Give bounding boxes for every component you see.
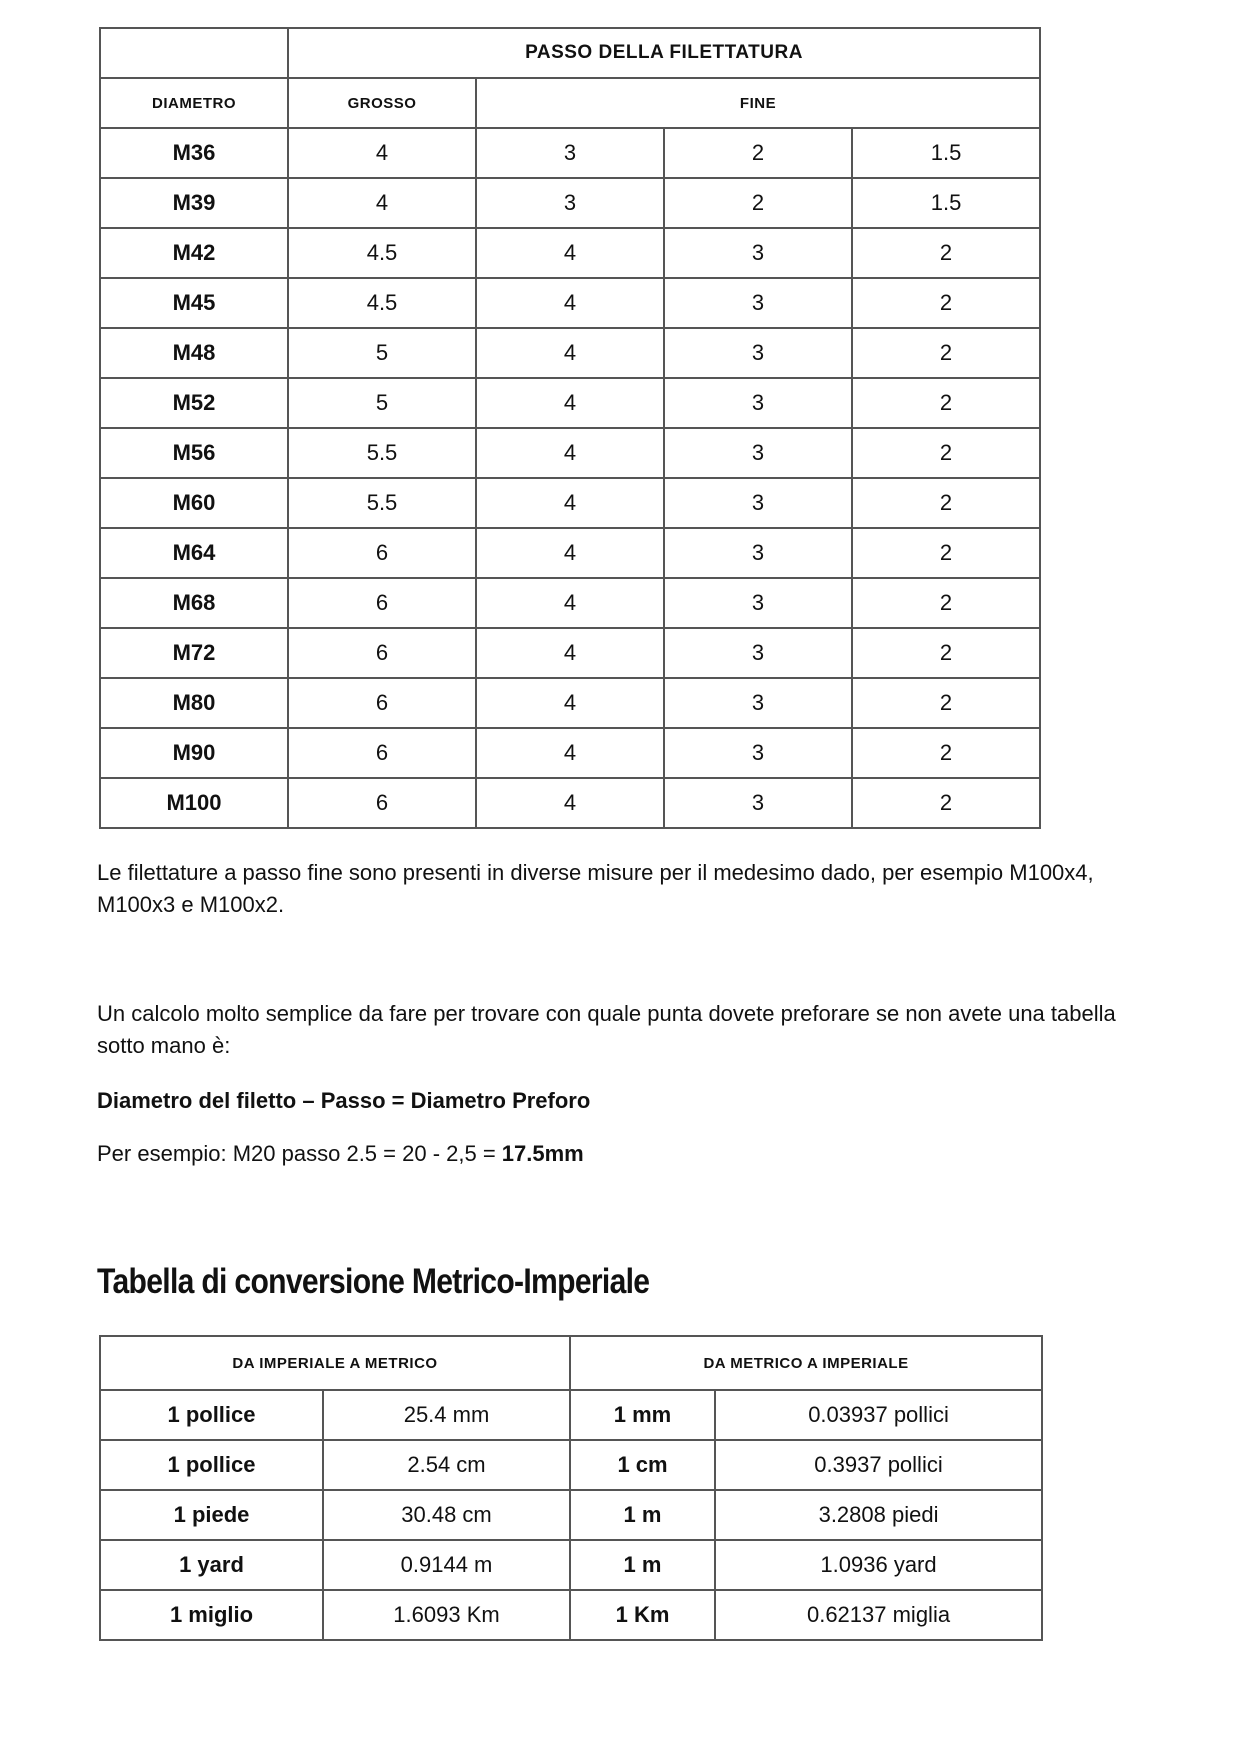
fine-pitch-cell: 4 — [476, 778, 664, 828]
table-row — [100, 478, 1040, 528]
diameter-cell: M64 — [100, 528, 288, 578]
coarse-pitch-cell: 4 — [288, 128, 476, 178]
fine-pitch-cell: 3 — [664, 478, 852, 528]
metric-unit-cell: 1 Km — [570, 1590, 715, 1640]
example-result: 17.5mm — [501, 1141, 584, 1166]
metric-unit-cell: 1 mm — [570, 1390, 715, 1440]
fine-pitch-cell: 2 — [852, 478, 1040, 528]
fine-pitch-cell: 4 — [476, 478, 664, 528]
coarse-pitch-cell: 6 — [288, 778, 476, 828]
coarse-pitch-cell: 4.5 — [288, 278, 476, 328]
table-row — [100, 1440, 1042, 1490]
imperial-unit-cell: 1 miglio — [100, 1590, 323, 1640]
fine-pitch-cell: 1.5 — [852, 178, 1040, 228]
header-diameter: DIAMETRO — [100, 78, 288, 128]
fine-pitch-cell: 4 — [476, 228, 664, 278]
diameter-cell: M68 — [100, 578, 288, 628]
fine-pitch-cell: 2 — [852, 678, 1040, 728]
table-row — [100, 628, 1040, 678]
fine-pitch-cell: 2 — [852, 328, 1040, 378]
diameter-cell: M36 — [100, 128, 288, 178]
fine-pitch-cell: 2 — [852, 278, 1040, 328]
coarse-pitch-cell: 5.5 — [288, 428, 476, 478]
fine-pitch-cell: 2 — [852, 378, 1040, 428]
fine-pitch-cell: 4 — [476, 328, 664, 378]
example-prefix: Per esempio: M20 passo 2.5 = 20 - 2,5 = — [97, 1141, 502, 1166]
conversion-header-row — [100, 1336, 1042, 1390]
header-coarse: GROSSO — [288, 78, 476, 128]
metric-unit-cell: 1 m — [570, 1490, 715, 1540]
header-metric-to-imperial: DA METRICO A IMPERIALE — [570, 1336, 1042, 1390]
diameter-cell: M100 — [100, 778, 288, 828]
diameter-cell: M39 — [100, 178, 288, 228]
coarse-pitch-cell: 6 — [288, 528, 476, 578]
fine-pitch-cell: 4 — [476, 728, 664, 778]
fine-pitch-cell: 3 — [664, 728, 852, 778]
table-row — [100, 328, 1040, 378]
metric-value-cell: 25.4 mm — [323, 1390, 570, 1440]
metric-unit-cell: 1 m — [570, 1540, 715, 1590]
coarse-pitch-cell: 6 — [288, 678, 476, 728]
imperial-value-cell: 0.62137 miglia — [715, 1590, 1042, 1640]
diameter-cell: M80 — [100, 678, 288, 728]
header-pitch: PASSO DELLA FILETTATURA — [288, 28, 1040, 78]
metric-value-cell: 1.6093 Km — [323, 1590, 570, 1640]
table-row — [100, 1540, 1042, 1590]
formula-text: Diametro del filetto – Passo = Diametro Preforo — [97, 1088, 591, 1113]
fine-pitch-cell: 3 — [664, 228, 852, 278]
fine-pitch-cell: 3 — [476, 128, 664, 178]
table-row — [100, 1390, 1042, 1440]
diameter-cell: M52 — [100, 378, 288, 428]
table-row — [100, 678, 1040, 728]
diameter-cell: M45 — [100, 278, 288, 328]
imperial-unit-cell: 1 pollice — [100, 1440, 323, 1490]
coarse-pitch-cell: 6 — [288, 628, 476, 678]
metric-value-cell: 0.9144 m — [323, 1540, 570, 1590]
table-row — [100, 528, 1040, 578]
paragraph-fine-thread: Le filettature a passo fine sono presenti in diverse misure per il medesimo dado, per esempio M100x4, M100x3 e M100x2. — [97, 860, 1094, 917]
fine-pitch-cell: 4 — [476, 278, 664, 328]
thread-table-body — [100, 128, 1040, 828]
fine-pitch-cell: 4 — [476, 428, 664, 478]
coarse-pitch-cell: 6 — [288, 578, 476, 628]
diameter-cell: M60 — [100, 478, 288, 528]
fine-pitch-cell: 2 — [852, 578, 1040, 628]
table-row — [100, 728, 1040, 778]
coarse-pitch-cell: 4.5 — [288, 228, 476, 278]
header-fine: FINE — [476, 78, 1040, 128]
imperial-value-cell: 0.3937 pollici — [715, 1440, 1042, 1490]
coarse-pitch-cell: 6 — [288, 728, 476, 778]
section-title: Tabella di conversione Metrico-Imperiale — [97, 1262, 650, 1301]
diameter-cell: M72 — [100, 628, 288, 678]
conversion-table — [99, 1335, 1043, 1641]
fine-pitch-cell: 2 — [852, 728, 1040, 778]
table-row — [100, 428, 1040, 478]
fine-pitch-cell: 3 — [664, 378, 852, 428]
thread-pitch-table — [99, 27, 1041, 829]
table-row — [100, 178, 1040, 228]
paragraph-calculation: Un calcolo molto semplice da fare per trovare con quale punta dovete preforare se non avete una tabella sotto mano è: — [97, 1001, 1116, 1058]
fine-pitch-cell: 3 — [664, 328, 852, 378]
header-imperial-to-metric: DA IMPERIALE A METRICO — [100, 1336, 570, 1390]
diameter-cell: M56 — [100, 428, 288, 478]
header-empty-cell — [100, 28, 288, 78]
example-text — [97, 1138, 1157, 1170]
fine-pitch-cell: 2 — [852, 428, 1040, 478]
imperial-value-cell: 1.0936 yard — [715, 1540, 1042, 1590]
imperial-value-cell: 3.2808 piedi — [715, 1490, 1042, 1540]
fine-pitch-cell: 3 — [664, 778, 852, 828]
coarse-pitch-cell: 5 — [288, 378, 476, 428]
diameter-cell: M42 — [100, 228, 288, 278]
metric-value-cell: 30.48 cm — [323, 1490, 570, 1540]
fine-pitch-cell: 2 — [664, 178, 852, 228]
coarse-pitch-cell: 5 — [288, 328, 476, 378]
fine-pitch-cell: 1.5 — [852, 128, 1040, 178]
metric-unit-cell: 1 cm — [570, 1440, 715, 1490]
coarse-pitch-cell: 4 — [288, 178, 476, 228]
table-row — [100, 228, 1040, 278]
fine-pitch-cell: 4 — [476, 678, 664, 728]
imperial-value-cell: 0.03937 pollici — [715, 1390, 1042, 1440]
table-subheader-row — [100, 78, 1040, 128]
imperial-unit-cell: 1 yard — [100, 1540, 323, 1590]
table-row — [100, 1490, 1042, 1540]
table-row — [100, 128, 1040, 178]
fine-pitch-cell: 4 — [476, 378, 664, 428]
fine-pitch-cell: 4 — [476, 628, 664, 678]
diameter-cell: M90 — [100, 728, 288, 778]
imperial-unit-cell: 1 pollice — [100, 1390, 323, 1440]
fine-pitch-cell: 3 — [664, 528, 852, 578]
table-row — [100, 1590, 1042, 1640]
imperial-unit-cell: 1 piede — [100, 1490, 323, 1540]
coarse-pitch-cell: 5.5 — [288, 478, 476, 528]
fine-pitch-cell: 2 — [852, 628, 1040, 678]
fine-pitch-cell: 3 — [664, 628, 852, 678]
fine-pitch-cell: 2 — [852, 528, 1040, 578]
table-row — [100, 778, 1040, 828]
fine-pitch-cell: 3 — [664, 278, 852, 328]
fine-pitch-cell: 2 — [664, 128, 852, 178]
fine-pitch-cell: 3 — [476, 178, 664, 228]
fine-pitch-cell: 4 — [476, 578, 664, 628]
fine-pitch-cell: 3 — [664, 428, 852, 478]
fine-pitch-cell: 3 — [664, 578, 852, 628]
fine-pitch-cell: 4 — [476, 528, 664, 578]
diameter-cell: M48 — [100, 328, 288, 378]
table-header-row — [100, 28, 1040, 78]
table-row — [100, 578, 1040, 628]
metric-value-cell: 2.54 cm — [323, 1440, 570, 1490]
conversion-table-body — [100, 1390, 1042, 1640]
table-row — [100, 278, 1040, 328]
fine-pitch-cell: 2 — [852, 228, 1040, 278]
fine-pitch-cell: 2 — [852, 778, 1040, 828]
table-row — [100, 378, 1040, 428]
fine-pitch-cell: 3 — [664, 678, 852, 728]
